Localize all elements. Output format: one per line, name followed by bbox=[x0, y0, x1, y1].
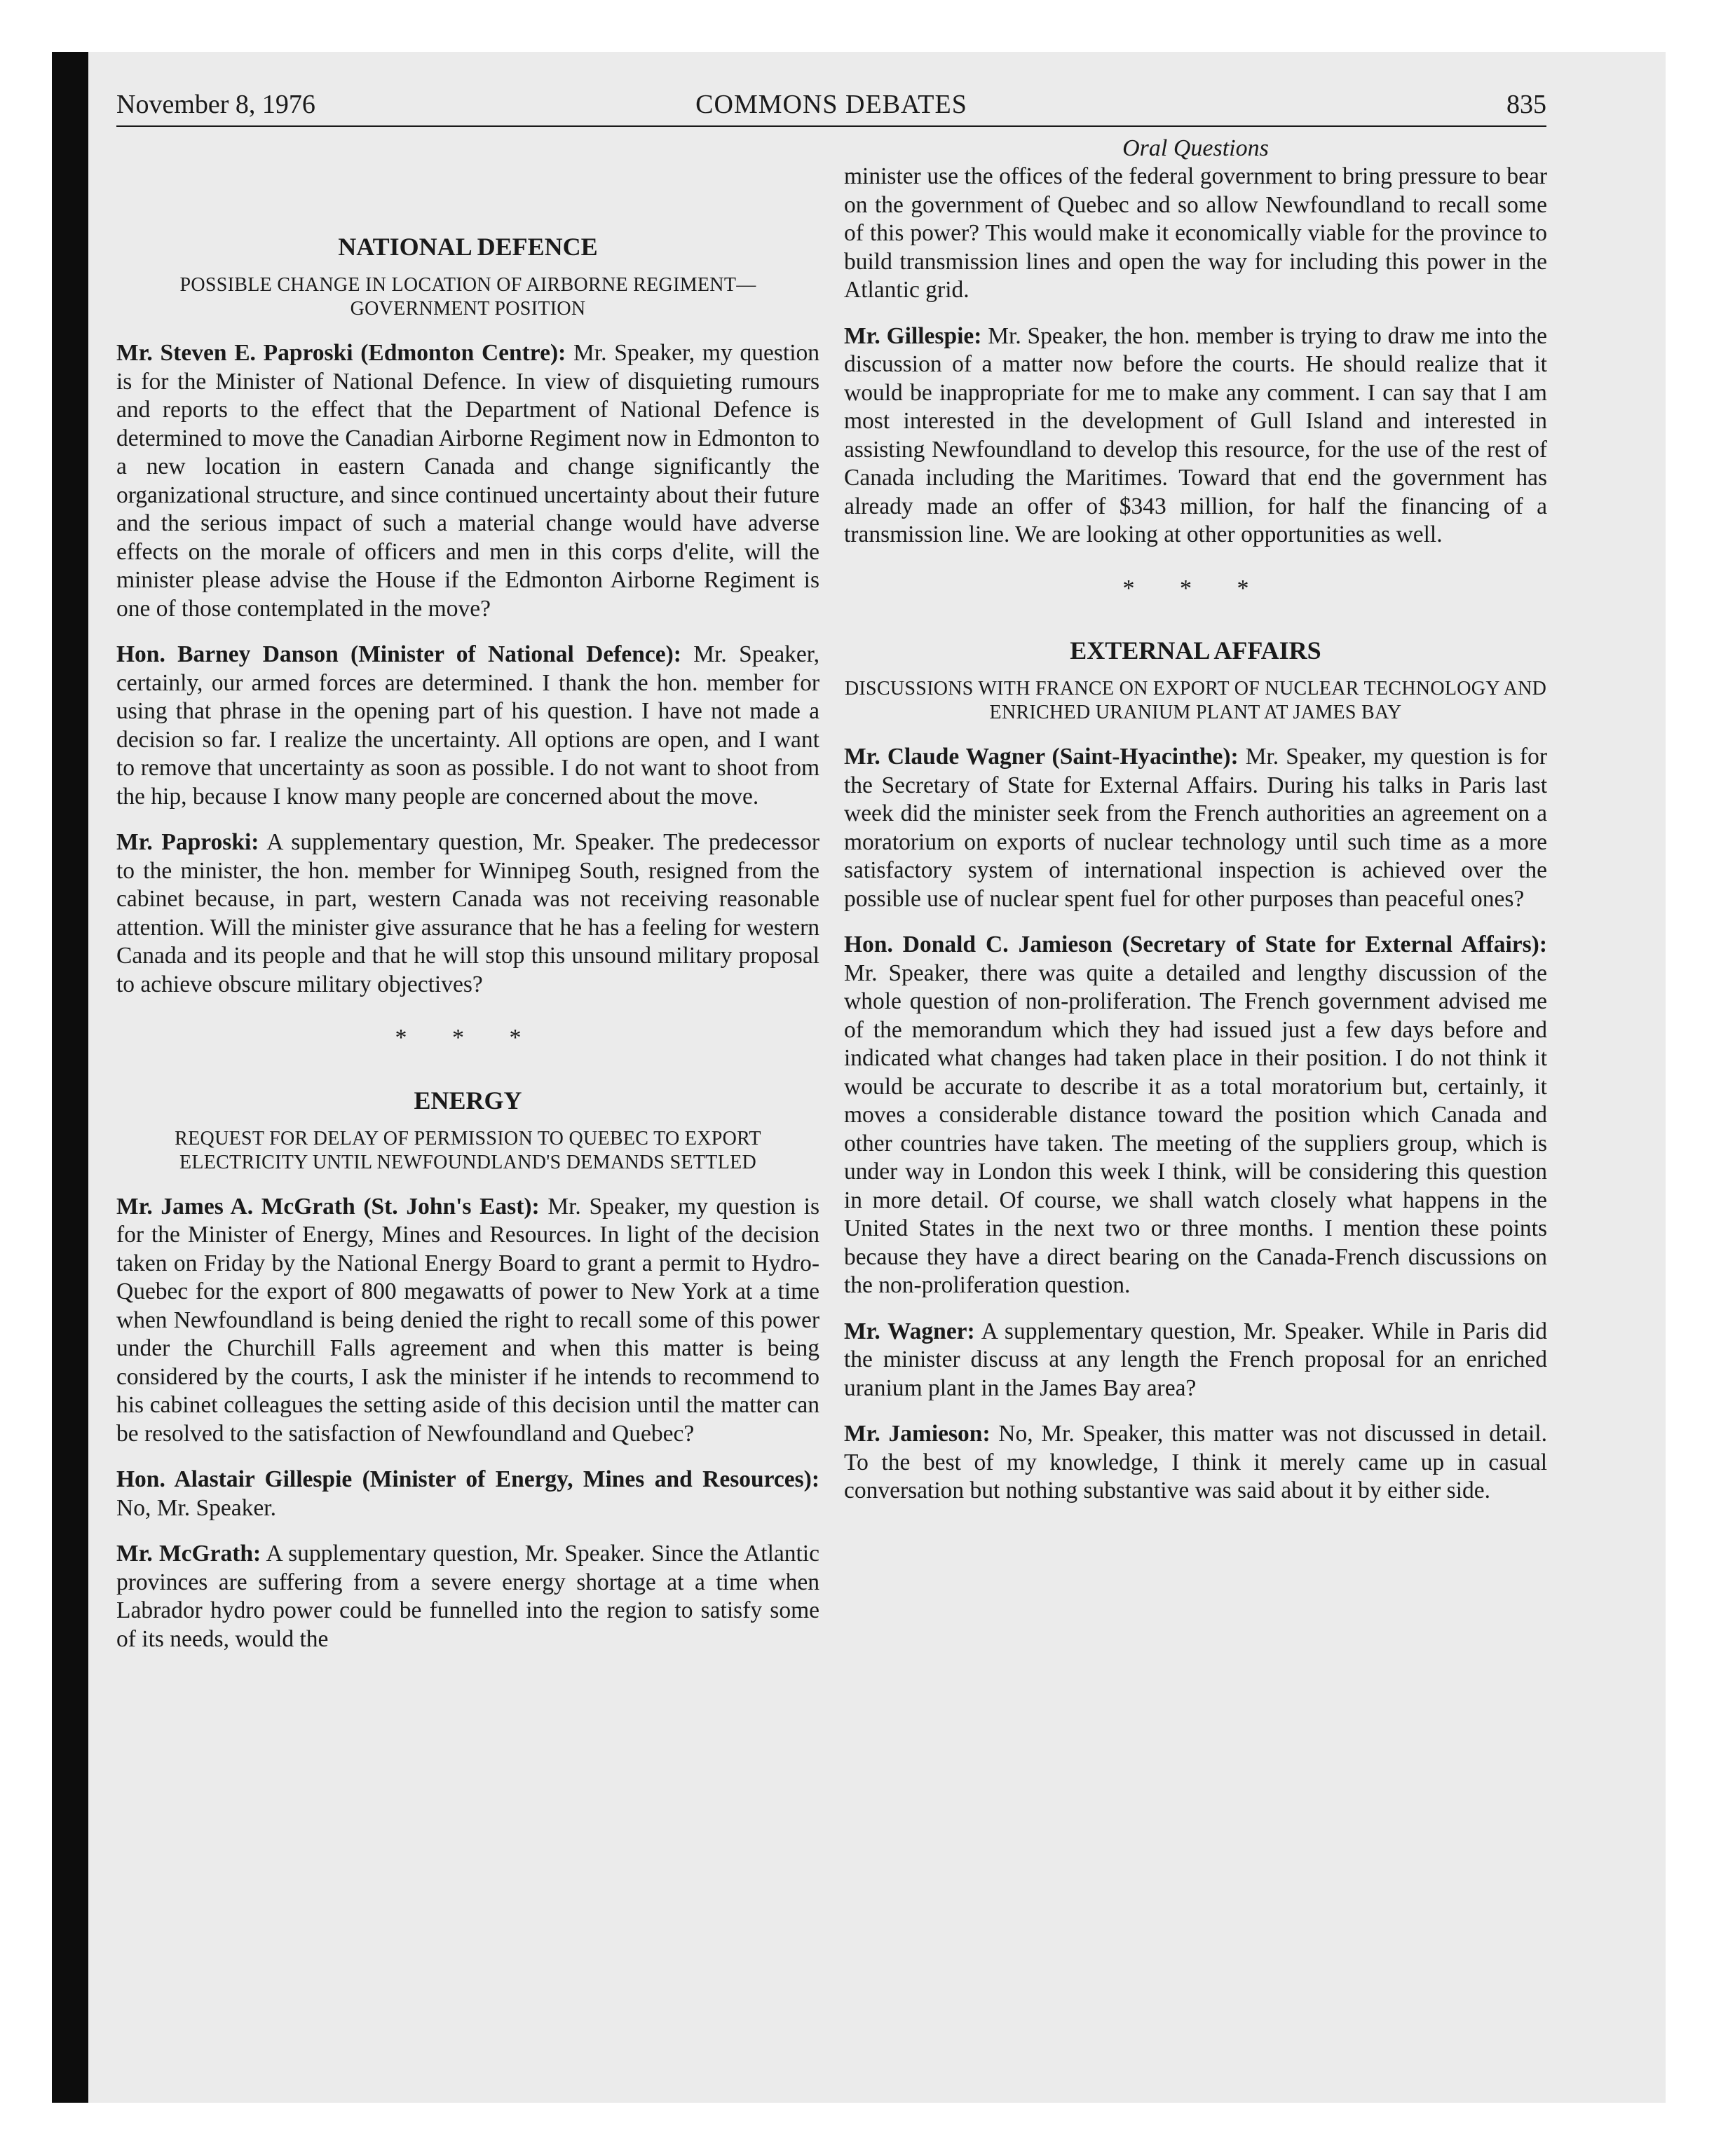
speech-text: Mr. Speaker, there was quite a detailed and lengthy discussion of the whole question of non-proliferation. The French government advised me of the memorandum which they had issued just a few days before and indicated what changes had taken place in their position. I do not think it would be accurate to describe it as a total moratorium but, certainly, it moves a considerable distance toward the position which Canada and other countries have taken. The meeting of the suppliers group, which is under way in London this week I think, will be considering this question in more detail. Of course, we shall watch closely what happens in the United States in the next two or three months. I mention these points because they have a direct bearing on the Canada-French discussions on the non-proliferation question. bbox=[844, 960, 1547, 1298]
section-separator: * * * bbox=[395, 1025, 541, 1051]
paragraph bbox=[116, 1540, 819, 1653]
header-date: November 8, 1976 bbox=[116, 90, 315, 119]
speech-text: minister use the offices of the federal government to bring pressure to bear on the government of Quebec and so allow Newfoundland to recall some of this power? This would make it economically viable for the province to build transmission lines and open the way for including this power in the Atlantic grid. bbox=[844, 163, 1547, 303]
speech-text: A supplementary question, Mr. Speaker. While in Paris did the minister discuss at any length the French proposal for an enriched uranium plant in the James Bay area? bbox=[844, 1318, 1547, 1401]
speaker-name: Hon. Barney Danson (Minister of National Defence): bbox=[116, 641, 681, 667]
paragraph bbox=[844, 931, 1547, 1300]
section-title-national-defence: NATIONAL DEFENCE bbox=[338, 233, 598, 261]
speaker-name: Mr. Wagner: bbox=[844, 1318, 975, 1344]
speaker-name: Mr. Jamieson: bbox=[844, 1421, 991, 1447]
subheading-airborne-regiment: POSSIBLE CHANGE IN LOCATION OF AIRBORNE REGIMENT—GOVERNMENT POSITION bbox=[179, 274, 756, 320]
section-title-energy: ENERGY bbox=[414, 1086, 522, 1114]
speaker-name: Mr. Claude Wagner (Saint-Hyacinthe): bbox=[844, 744, 1239, 770]
speaker-name: Hon. Alastair Gillespie (Minister of Energy, Mines and Resources): bbox=[116, 1466, 819, 1492]
speech-text: Mr. Speaker, the hon. member is trying to draw me into the discussion of a matter now before the courts. He should realize that it would be inappropriate for me to make any comment. I can say that I am most interested in the development of Gull Island and interested in assisting Newfoundland to develop this resource, for the use of the rest of Canada including the Maritimes. Toward that end the government has already made an offer of $343 million, for half the financing of a transmission line. We are looking at other opportunities as well. bbox=[844, 322, 1547, 547]
left-column bbox=[116, 140, 819, 1671]
subheading-nuclear-technology: DISCUSSIONS WITH FRANCE ON EXPORT OF NUCLEAR TECHNOLOGY AND ENRICHED URANIUM PLANT AT JAMES BAY bbox=[844, 678, 1547, 723]
right-column bbox=[844, 135, 1547, 1523]
section-title-external-affairs: EXTERNAL AFFAIRS bbox=[1070, 636, 1321, 664]
header-title: COMMONS DEBATES bbox=[695, 90, 967, 119]
speech-text: A supplementary question, Mr. Speaker. Since the Atlantic provinces are suffering from a severe energy shortage at a time when Labrador hydro power could be funnelled into the region to satisfy some of its needs, would the bbox=[116, 1541, 819, 1652]
speech-text: No, Mr. Speaker. bbox=[116, 1494, 276, 1521]
paragraph bbox=[844, 163, 1547, 305]
paragraph bbox=[844, 1420, 1547, 1506]
speaker-name: Mr. Steven E. Paproski (Edmonton Centre): bbox=[116, 340, 566, 366]
page-header bbox=[116, 89, 1546, 127]
speaker-name: Mr. James A. McGrath (St. John's East): bbox=[116, 1193, 540, 1220]
speech-text: No, Mr. Speaker, this matter was not discussed in detail. To the best of my knowledge, I think it merely came up in casual conversation but nothing substantive was said about it by either side. bbox=[844, 1421, 1547, 1503]
speech-text: Mr. Speaker, my question is for the Secretary of State for External Affairs. During his talks in Paris last week did the minister seek from the French authorities an agreement on a moratorium on exports of nuclear technology until such time as a more satisfactory system of international inspection is achieved over the possible use of nuclear spent fuel for other purposes than peaceful ones? bbox=[844, 744, 1547, 912]
speaker-name: Hon. Donald C. Jamieson (Secretary of State for External Affairs): bbox=[844, 932, 1547, 957]
speech-text: Mr. Speaker, my question is for the Minister of Energy, Mines and Resources. In light of the decision taken on Friday by the National Energy Board to grant a permit to Hydro-Quebec for the export of 800 megawatts of power to New York at a time when Newfoundland is being denied the right to recall some of this power under the Churchill Falls agreement and when this matter is being considered by the courts, I ask the minister if he intends to recommend to his cabinet colleagues the setting aside of this decision until the matter can be resolved to the satisfaction of Newfoundland and Quebec? bbox=[116, 1193, 819, 1447]
speech-text: Mr. Speaker, my question is for the Minister of National Defence. In view of disquieting rumours and reports to the effect that the Department of National Defence is determined to move the Canadian Airborne Regiment now in Edmonton to a new location in eastern Canada and change significantly the organizational structure, and since continued uncertainty about their future and the serious impact of such a material change would have adverse effects on the morale of officers and men in this corps d'elite, will the minister please advise the House if the Edmonton Airborne Regiment is one of those contemplated in the move? bbox=[116, 340, 819, 622]
running-head: Oral Questions bbox=[1122, 135, 1269, 161]
paragraph bbox=[844, 743, 1547, 913]
page-number: 835 bbox=[1506, 90, 1546, 119]
paragraph bbox=[116, 339, 819, 623]
subheading-quebec-export: REQUEST FOR DELAY OF PERMISSION TO QUEBEC TO EXPORT ELECTRICITY UNTIL NEWFOUNDLAND'S DEMANDS SETTLED bbox=[175, 1127, 761, 1173]
paragraph bbox=[116, 641, 819, 811]
paragraph bbox=[844, 322, 1547, 550]
speaker-name: Mr. Paproski: bbox=[116, 829, 259, 855]
paragraph bbox=[116, 1193, 819, 1449]
paragraph bbox=[116, 828, 819, 999]
speech-text: Mr. Speaker, certainly, our armed forces are determined. I thank the hon. member for using that phrase in the opening part of his question. I have not made a decision so far. I realize the uncertainty. All options are open, and I want to remove that uncertainty as soon as possible. I do not want to shoot from the hip, because I know many people are concerned about the move. bbox=[116, 641, 819, 810]
binding-edge bbox=[52, 52, 88, 2103]
section-separator: * * * bbox=[1122, 575, 1269, 601]
speaker-name: Mr. McGrath: bbox=[116, 1541, 261, 1567]
speaker-name: Mr. Gillespie: bbox=[844, 322, 982, 349]
paragraph bbox=[116, 1466, 819, 1522]
speech-text: A supplementary question, Mr. Speaker. The predecessor to the minister, the hon. member for Winnipeg South, resigned from the cabinet because, in part, western Canada was not receiving reasonable attention. Will the minister give assurance that he has a feeling for western Canada and its people and that he will stop this unsound military proposal to achieve obscure military objectives? bbox=[116, 829, 819, 997]
paragraph bbox=[844, 1318, 1547, 1403]
